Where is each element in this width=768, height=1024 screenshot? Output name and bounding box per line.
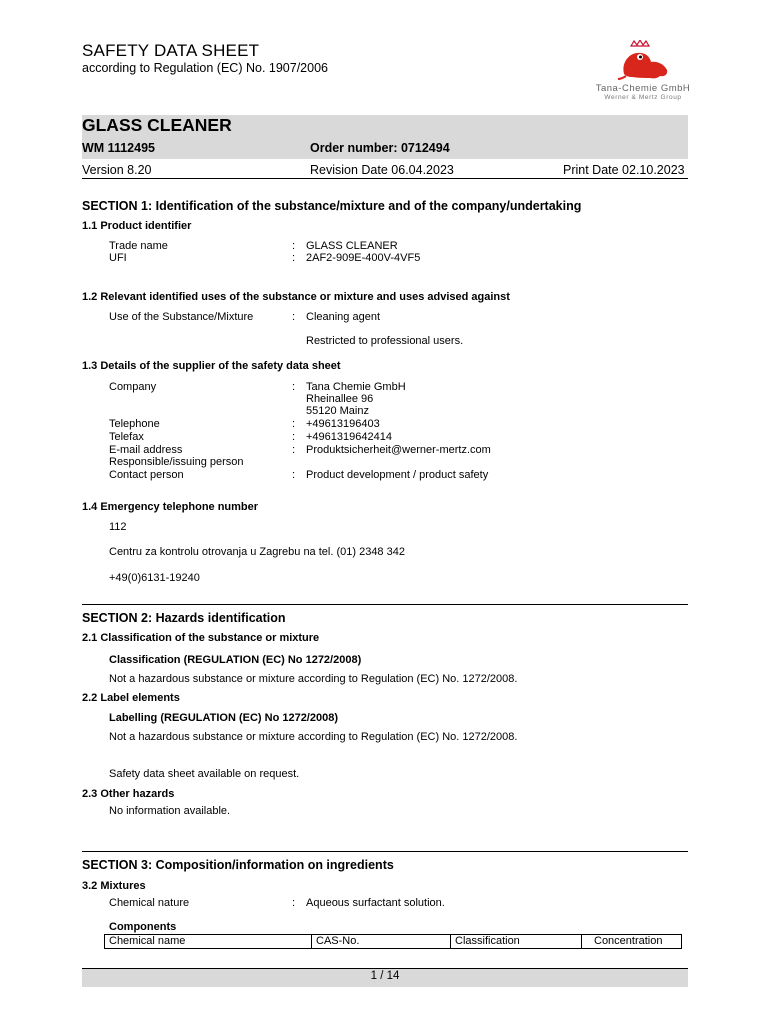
- document-subtitle: according to Regulation (EC) No. 1907/2006: [82, 61, 328, 75]
- colon: :: [292, 444, 296, 456]
- company-name: Tana Chemie GmbH: [306, 381, 406, 393]
- colon: :: [292, 381, 296, 393]
- trade-name-value: GLASS CLEANER: [306, 240, 398, 252]
- section1-4-title: 1.4 Emergency telephone number: [82, 501, 259, 513]
- column-header-classification: Classification: [451, 935, 582, 948]
- ufi-value: 2AF2-909E-400V-4VF5: [306, 252, 421, 264]
- section1-title: SECTION 1: Identification of the substance/mixture and of the company/undertaking: [82, 199, 582, 213]
- company-street: Rheinallee 96: [306, 393, 374, 405]
- section2-3-title: 2.3 Other hazards: [82, 788, 175, 800]
- colon: :: [292, 252, 296, 264]
- telephone-label: Telephone: [109, 418, 160, 430]
- colon: :: [292, 311, 296, 323]
- page-number: 1 / 14: [370, 970, 400, 982]
- classification-title: Classification (REGULATION (EC) No 1272/2008): [109, 654, 362, 666]
- header-divider: [82, 178, 688, 179]
- version: Version 8.20: [82, 163, 152, 177]
- ufi-label: UFI: [109, 252, 127, 264]
- other-hazards-text: No information available.: [109, 805, 231, 817]
- contact-value: Product development / product safety: [306, 469, 489, 481]
- document-title: SAFETY DATA SHEET: [82, 41, 260, 60]
- telefax-label: Telefax: [109, 431, 144, 443]
- colon: :: [292, 240, 296, 252]
- company-city: 55120 Mainz: [306, 405, 369, 417]
- components-table-header: [104, 934, 682, 949]
- labelling-title: Labelling (REGULATION (EC) No 1272/2008): [109, 712, 339, 724]
- section-divider: [82, 604, 688, 605]
- sds-request-note: Safety data sheet available on request.: [109, 768, 300, 780]
- product-name: GLASS CLEANER: [82, 115, 232, 135]
- wm-number: WM 1112495: [82, 141, 155, 155]
- restricted-note: Restricted to professional users.: [306, 335, 464, 347]
- use-value: Cleaning agent: [306, 311, 381, 323]
- logo-group-name: Werner & Mertz Group: [604, 94, 682, 101]
- use-label: Use of the Substance/Mixture: [109, 311, 254, 323]
- section1-3-title: 1.3 Details of the supplier of the safety data sheet: [82, 360, 341, 372]
- telephone-value: +49613196403: [306, 418, 380, 430]
- emergency-number-2: Centru za kontrolu otrovanja u Zagrebu na tel. (01) 2348 342: [109, 546, 405, 558]
- company-label: Company: [109, 381, 157, 393]
- section-divider: [82, 851, 688, 852]
- components-title: Components: [109, 921, 177, 933]
- section2-2-title: 2.2 Label elements: [82, 692, 180, 704]
- print-date: Print Date 02.10.2023: [563, 163, 685, 177]
- revision-date: Revision Date 06.04.2023: [310, 163, 454, 177]
- section3-title: SECTION 3: Composition/information on ingredients: [82, 858, 394, 872]
- emergency-number-3: +49(0)6131-19240: [109, 572, 200, 584]
- chemical-nature-label: Chemical nature: [109, 897, 190, 909]
- column-header-cas-no: CAS-No.: [312, 935, 451, 948]
- classification-text: Not a hazardous substance or mixture according to Regulation (EC) No. 1272/2008.: [109, 673, 518, 685]
- telefax-value: +4961319642414: [306, 431, 392, 443]
- colon: :: [292, 418, 296, 430]
- section2-1-title: 2.1 Classification of the substance or mixture: [82, 632, 320, 644]
- colon: :: [292, 431, 296, 443]
- column-header-concentration: Concentration: [594, 935, 663, 947]
- email-label: E-mail address: [109, 444, 183, 456]
- responsible-person-label: Responsible/issuing person: [109, 456, 244, 468]
- trade-name-label: Trade name: [109, 240, 168, 252]
- colon: :: [292, 469, 296, 481]
- labelling-text: Not a hazardous substance or mixture according to Regulation (EC) No. 1272/2008.: [109, 731, 518, 743]
- colon: :: [292, 897, 296, 909]
- chemical-nature-value: Aqueous surfactant solution.: [306, 897, 445, 909]
- column-header-chemical-name: Chemical name: [105, 935, 312, 948]
- contact-label: Contact person: [109, 469, 184, 481]
- order-number: Order number: 0712494: [310, 141, 450, 155]
- frog-crown-icon: [618, 40, 667, 79]
- email-value[interactable]: Produktsicherheit@werner-mertz.com: [306, 444, 491, 456]
- section2-title: SECTION 2: Hazards identification: [82, 611, 286, 625]
- section3-2-title: 3.2 Mixtures: [82, 880, 146, 892]
- logo-company-name: Tana-Chemie GmbH: [595, 83, 691, 94]
- emergency-number-1: 112: [109, 521, 127, 533]
- section1-2-title: 1.2 Relevant identified uses of the substance or mixture and uses advised against: [82, 291, 510, 303]
- section1-1-title: 1.1 Product identifier: [82, 220, 192, 232]
